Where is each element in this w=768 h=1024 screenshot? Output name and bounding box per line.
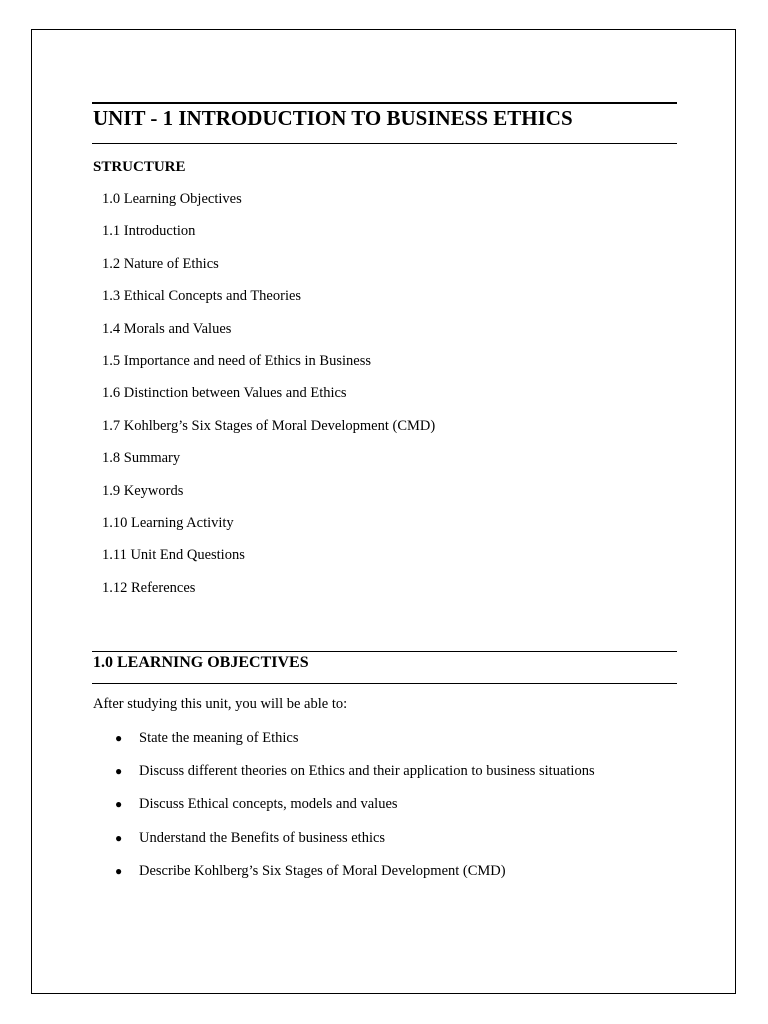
bullet-icon: ● [115,797,123,812]
objective-text: Discuss Ethical concepts, models and values [139,796,398,813]
objective-item [115,861,595,894]
section-bottom-rule [92,683,677,684]
toc-item: 1.2 Nature of Ethics [102,255,219,272]
objective-item [115,728,595,761]
toc-item: 1.5 Importance and need of Ethics in Business [102,352,371,369]
toc-item: 1.4 Morals and Values [102,320,232,337]
objectives-intro: After studying this unit, you will be able to: [93,696,348,712]
toc-item: 1.3 Ethical Concepts and Theories [102,288,302,305]
objective-item [115,828,595,861]
toc-item: 1.8 Summary [102,450,181,467]
objective-text: Describe Kohlberg’s Six Stages of Moral Development (CMD) [139,862,506,879]
bullet-icon: ● [115,731,123,745]
toc-item: 1.6 Distinction between Values and Ethics [102,385,347,402]
structure-heading: STRUCTURE [93,159,186,175]
objective-text: State the meaning of Ethics [139,730,299,746]
objective-text: Understand the Benefits of business ethics [139,829,386,846]
objectives-list [115,728,595,894]
title-bottom-rule [92,143,677,144]
learning-objectives-heading: 1.0 LEARNING OBJECTIVES [93,654,309,671]
unit-title: UNIT - 1 INTRODUCTION TO BUSINESS ETHICS [93,106,573,130]
toc-item: 1.7 Kohlberg’s Six Stages of Moral Development (CMD) [102,417,436,434]
bullet-icon: ● [115,830,123,845]
objective-text: Discuss different theories on Ethics and their application to business situations [139,763,595,780]
toc-item: 1.9 Keywords [102,482,184,499]
table-of-contents [102,189,435,610]
toc-item: 1.12 References [102,579,196,596]
toc-item: 1.10 Learning Activity [102,514,234,531]
toc-item: 1.11 Unit End Questions [102,547,245,564]
toc-item: 1.0 Learning Objectives [102,191,242,207]
objective-item [115,761,595,794]
toc-item: 1.1 Introduction [102,223,196,240]
bullet-icon: ● [115,863,123,878]
bullet-icon: ● [115,764,123,779]
objective-item [115,794,595,827]
